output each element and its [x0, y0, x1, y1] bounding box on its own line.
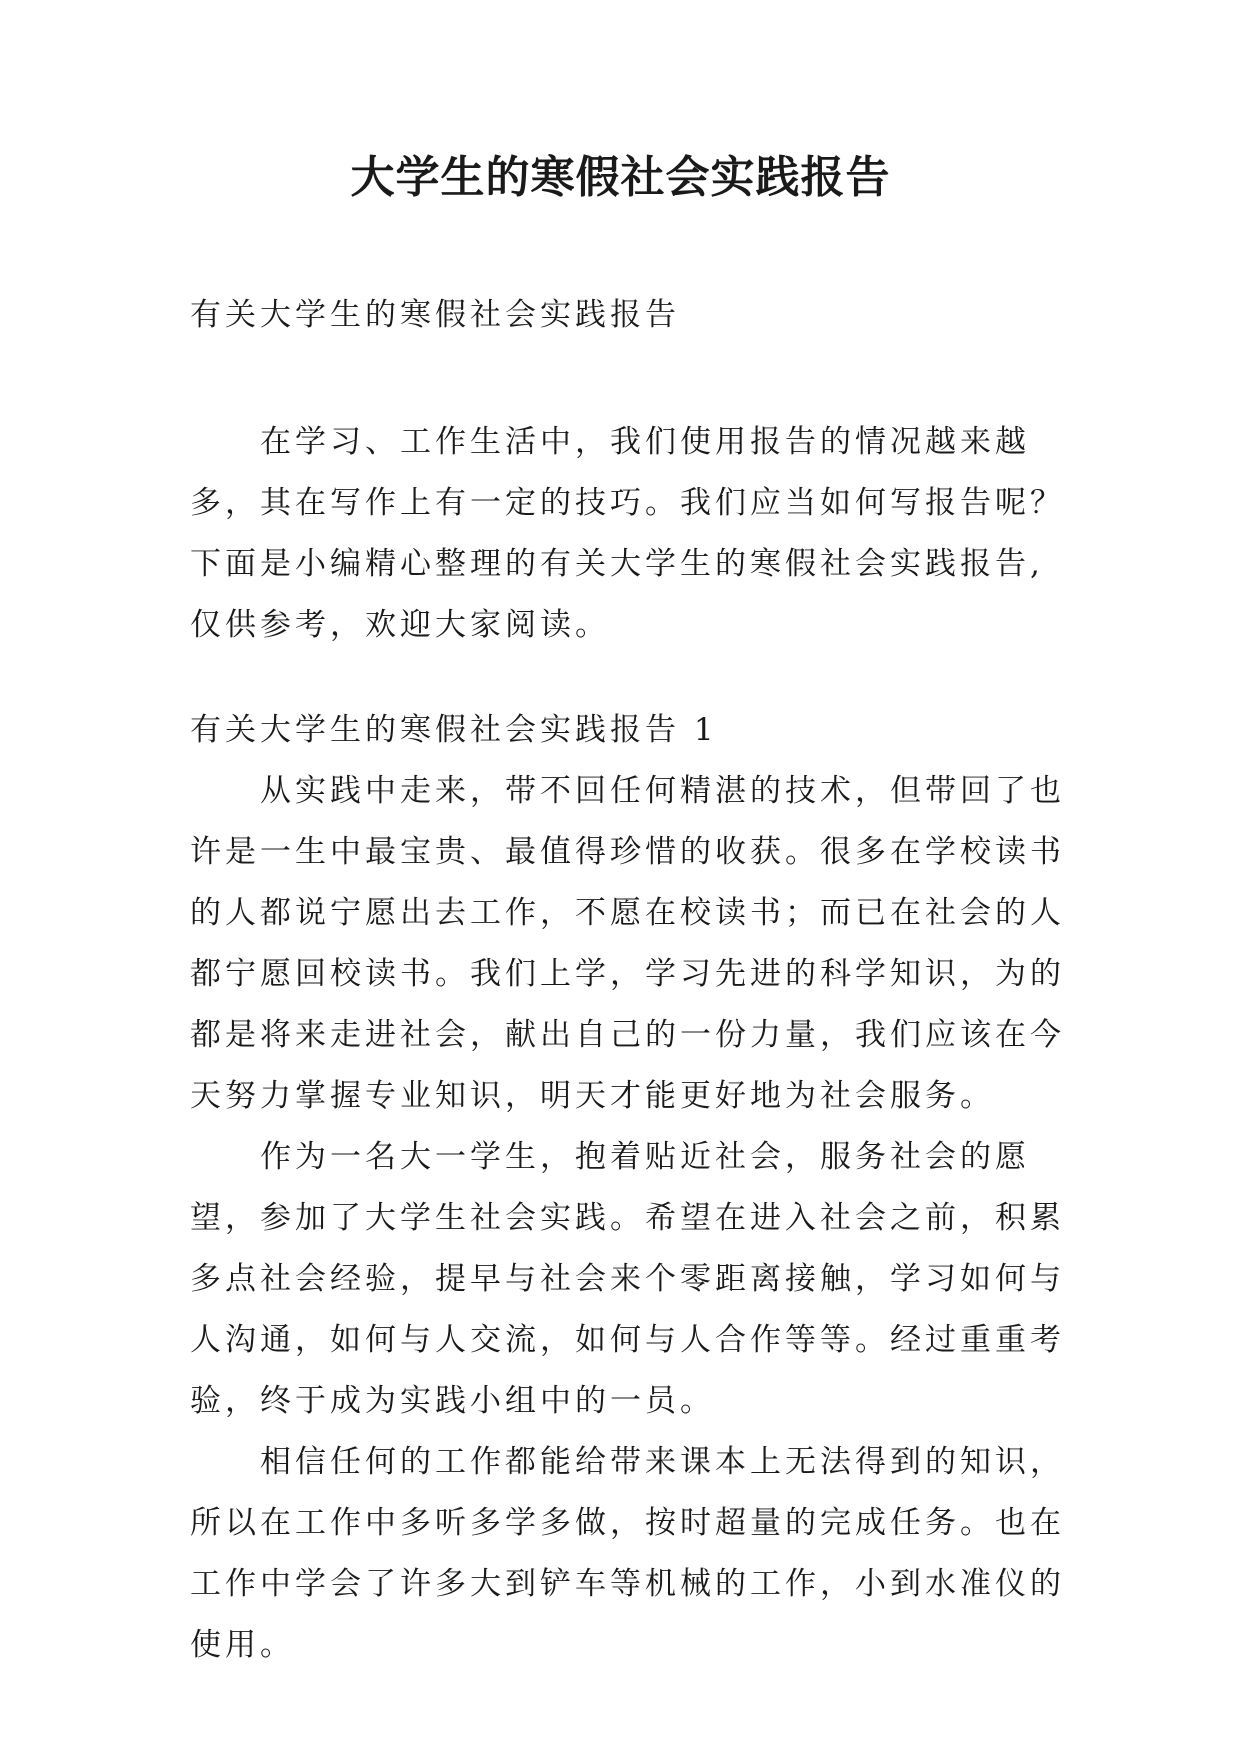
- intro-paragraph: 在学习、工作生活中，我们使用报告的情况越来越多，其在写作上有一定的技巧。我们应当如何写报告呢？下面是小编精心整理的有关大学生的寒假社会实践报告,仅供参考，欢迎大家阅读。: [190, 424, 1065, 643]
- body-paragraph: 从实践中走来，带不回任何精湛的技术，但带回了也许是一生中最宝贵、最值得珍惜的收获。很多在学校读书的人都说宁愿出去工作，不愿在校读书；而已在社会的人都宁愿回校读书。我们上学，学习先进的科学知识，为的都是将来走进社会，献出自己的一份力量，我们应该在今天努力掌握专业知识，明天才能更好地为社会服务。: [190, 773, 1065, 1114]
- body-paragraph: 相信任何的工作都能给带来课本上无法得到的知识，所以在工作中多听多学多做，按时超量的完成任务。也在工作中学会了许多大到铲车等机械的工作，小到水准仪的使用。: [190, 1444, 1065, 1663]
- document-subtitle: 有关大学生的寒假社会实践报告: [190, 297, 680, 333]
- body-paragraph: 作为一名大一学生，抱着贴近社会，服务社会的愿望，参加了大学生社会实践。希望在进入社会之前，积累多点社会经验，提早与社会来个零距离接触，学习如何与人沟通，如何与人交流，如何与人合作等等。经过重重考验，终于成为实践小组中的一员。: [190, 1139, 1065, 1419]
- report-section: [190, 700, 1070, 1676]
- section-heading: 有关大学生的寒假社会实践报告 1: [190, 712, 718, 748]
- document-title: 大学生的寒假社会实践报告: [350, 152, 891, 203]
